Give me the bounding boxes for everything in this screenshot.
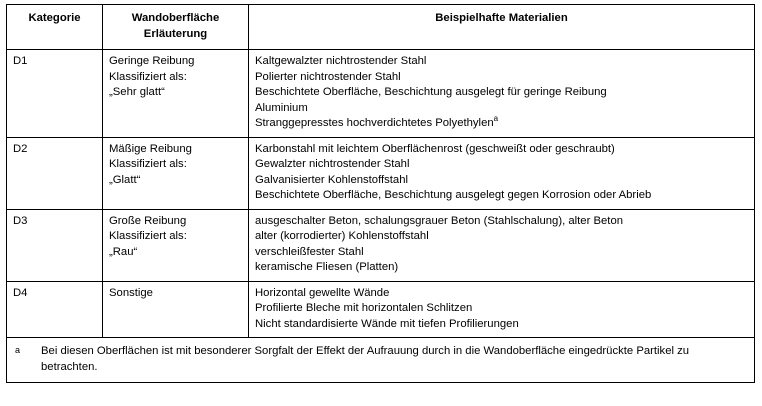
materials-cell [249, 50, 755, 138]
materials-cell [249, 209, 755, 281]
material-line: Beschichtete Oberfläche, Beschichtung ausgelegt gegen Korrosion oder Abrieb [255, 189, 652, 201]
wall-surface-category-table [6, 4, 755, 383]
material-line: Gewalzter nichtrostender Stahl [255, 158, 410, 170]
category-cell: D1 [7, 50, 103, 138]
description-line: Sonstige [109, 286, 153, 299]
footnote-row [7, 338, 755, 383]
description-cell [103, 209, 249, 281]
materials-cell [249, 137, 755, 209]
description-line: Geringe Reibung [109, 55, 195, 67]
table-header-row [7, 5, 755, 50]
category-cell: D2 [7, 137, 103, 209]
material-line: Beschichtete Oberfläche, Beschichtung ausgelegt für geringe Reibung [255, 86, 607, 98]
materials-cell [249, 281, 755, 338]
description-cell [103, 137, 249, 209]
column-header-wandoberflaeche [103, 5, 249, 50]
column-header-wandoberflaeche-line2: Erläuterung [143, 27, 208, 40]
footnote-text: Bei diesen Oberflächen ist mit besonderer Sorgfalt der Effekt der Aufrauung durch in die Wandoberfläche eingedrückte Partikel zu betrachten. [41, 345, 690, 373]
table-header [7, 5, 755, 50]
material-line: Galvanisierter Kohlenstoffstahl [255, 173, 409, 186]
material-line: Aluminium [255, 101, 308, 114]
material-line: Kaltgewalzter nichtrostender Stahl [255, 55, 427, 67]
footnote-wrapper [13, 343, 748, 375]
column-header-wandoberflaeche-line1: Wandoberfläche [131, 12, 220, 24]
category-cell: D3 [7, 209, 103, 281]
material-line: ausgeschalter Beton, schalungsgrauer Beton (Stahlschalung), alter Beton [255, 214, 624, 227]
material-line: keramische Fliesen (Platten) [255, 261, 399, 273]
material-line: alter (korrodierter) Kohlenstoffstahl [255, 230, 429, 242]
table-row [7, 50, 755, 138]
column-header-kategorie: Kategorie [7, 5, 103, 50]
material-line: Karbonstahl mit leichtem Oberflächenrost (geschweißt oder geschraubt) [255, 142, 615, 155]
description-cell [103, 50, 249, 138]
table-row [7, 209, 755, 281]
table-row [7, 281, 755, 338]
description-line: Mäßige Reibung [109, 142, 192, 155]
material-line: Nicht standardisierte Wände mit tiefen Profilierungen [255, 317, 519, 330]
material-line: Polierter nichtrostender Stahl [255, 70, 401, 83]
category-cell: D4 [7, 281, 103, 338]
material-line: Stranggepresstes hochverdichtetes Polyethylen$^a$ [255, 114, 499, 129]
description-cell [103, 281, 249, 338]
material-line: Profilierte Bleche mit horizontalen Schlitzen [255, 302, 473, 314]
description-line: Klassifiziert als: [109, 230, 187, 242]
material-line: Horizontal gewellte Wände [255, 286, 390, 299]
description-line: Klassifiziert als: [109, 70, 187, 83]
footnote-marker: a [15, 345, 21, 355]
description-line: Klassifiziert als: [109, 158, 187, 170]
description-line: „Sehr glatt“ [109, 86, 165, 98]
footnote-cell [7, 338, 755, 383]
description-line: Große Reibung [109, 214, 187, 227]
column-header-materialien: Beispielhafte Materialien [249, 5, 755, 50]
material-line: verschleißfester Stahl [255, 245, 364, 258]
footnote-superscript-marker: a [493, 114, 499, 124]
table-body [7, 50, 755, 383]
description-line: „Rau“ [109, 245, 138, 258]
description-line: „Glatt“ [109, 173, 141, 186]
table-row [7, 137, 755, 209]
